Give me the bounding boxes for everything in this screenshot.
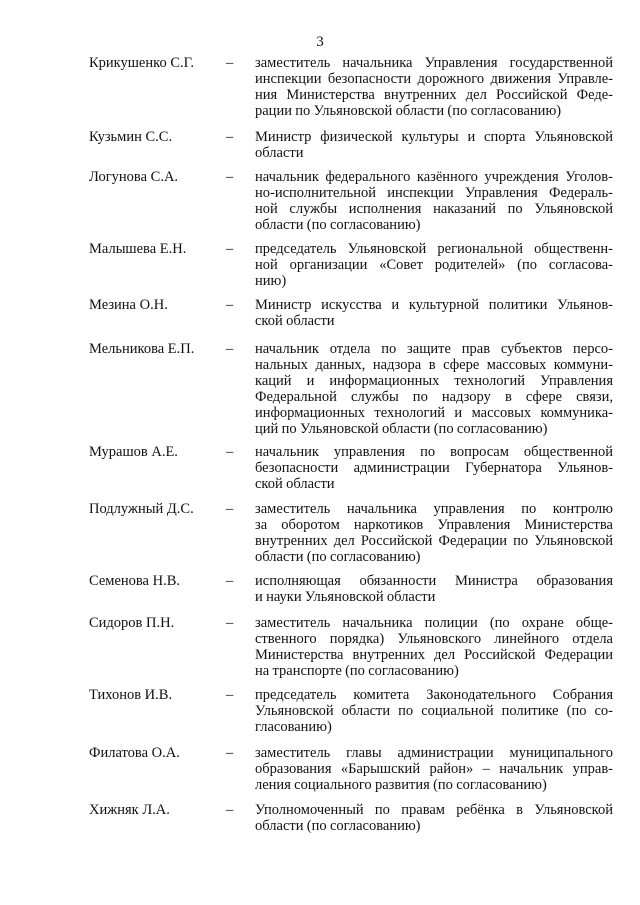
member-name: Мурашов А.Е. — [89, 444, 178, 460]
role-line: инспекции безопасности дорожного движения Управле- — [255, 71, 613, 87]
member-dash: – — [226, 241, 234, 257]
role-line: Министр физической культуры и спорта Ульяновской — [255, 129, 613, 145]
role-line: за оборотом наркотиков Управления Министерства — [255, 517, 613, 533]
member-name: Хижняк Л.А. — [89, 802, 170, 818]
role-line: каций и информационных технологий Управления — [255, 373, 613, 389]
member-role — [255, 341, 613, 437]
role-line: заместитель начальника полиции (по охране обще- — [255, 615, 613, 631]
member-dash: – — [226, 129, 234, 145]
role-line: на транспорте (по согласованию) — [255, 663, 459, 679]
role-line: заместитель начальника Управления государственной — [255, 55, 613, 71]
role-line: безопасности администрации Губернатора Ульянов- — [255, 460, 613, 476]
member-name: Подлужный Д.С. — [89, 501, 194, 517]
role-line: заместитель главы администрации муниципального — [255, 745, 613, 761]
role-line: области (по согласованию) — [255, 818, 421, 834]
role-line: начальник управления по вопросам общественной — [255, 444, 613, 460]
member-name: Филатова О.А. — [89, 745, 180, 761]
member-name: Тихонов И.В. — [89, 687, 173, 703]
role-line: Федеральной службы по надзору в сфере связи, — [255, 389, 613, 405]
member-dash: – — [226, 687, 234, 703]
role-line: исполняющая обязанности Министра образования — [255, 573, 613, 589]
role-line: и науки Ульяновской области — [255, 589, 436, 605]
page-number: 3 — [316, 34, 324, 50]
role-line: образования «Барышский район» – начальник управ- — [255, 761, 613, 777]
member-role — [255, 501, 613, 565]
role-line: ления социального развития (по согласованию) — [255, 777, 547, 793]
role-line: ния Министерства внутренних дел Российской Феде- — [255, 87, 613, 103]
role-line: Министерства внутренних дел Российской Федерации — [255, 647, 613, 663]
role-line: рации по Ульяновской области (по согласованию) — [255, 103, 562, 119]
role-line: Уполномоченный по правам ребёнка в Ульяновской — [255, 802, 613, 818]
member-dash: – — [226, 745, 234, 761]
member-name: Сидоров П.Н. — [89, 615, 175, 631]
member-dash: – — [226, 802, 234, 818]
role-line: ской области — [255, 313, 335, 329]
role-line: ной организации «Совет родителей» (по согласова- — [255, 257, 613, 273]
role-line: области (по согласованию) — [255, 549, 421, 565]
role-line: ственного порядка) Ульяновского линейного отдела — [255, 631, 613, 647]
member-name: Логунова С.А. — [89, 169, 179, 185]
member-name: Крикушенко С.Г. — [89, 55, 194, 71]
member-dash: – — [226, 55, 234, 71]
member-role — [255, 169, 613, 233]
member-name: Кузьмин С.С. — [89, 129, 173, 145]
member-role — [255, 241, 613, 289]
role-line: Министр искусства и культурной политики Ульянов- — [255, 297, 613, 313]
role-line: ской области — [255, 476, 335, 492]
role-line: но-исполнительной инспекции Управления Федераль- — [255, 185, 613, 201]
member-role — [255, 745, 613, 793]
member-role — [255, 802, 613, 834]
member-name: Семенова Н.В. — [89, 573, 181, 589]
role-line: области (по согласованию) — [255, 217, 421, 233]
member-role — [255, 444, 613, 492]
role-line: ций по Ульяновской области (по согласованию) — [255, 421, 548, 437]
member-role — [255, 573, 613, 605]
member-dash: – — [226, 615, 234, 631]
member-dash: – — [226, 573, 234, 589]
member-name: Малышева Е.Н. — [89, 241, 187, 257]
role-line: председатель Ульяновской региональной общественн- — [255, 241, 613, 257]
role-line: начальник федерального казённого учреждения Уголов- — [255, 169, 613, 185]
role-line: начальник отдела по защите прав субъектов персо- — [255, 341, 613, 357]
member-name: Мельникова Е.П. — [89, 341, 195, 357]
role-line: председатель комитета Законодательного Собрания — [255, 687, 613, 703]
member-role — [255, 55, 613, 119]
member-role — [255, 687, 613, 735]
member-dash: – — [226, 501, 234, 517]
role-line: нию) — [255, 273, 287, 289]
member-dash: – — [226, 169, 234, 185]
role-line: заместитель начальника управления по контролю — [255, 501, 613, 517]
member-role — [255, 129, 613, 161]
member-dash: – — [226, 341, 234, 357]
role-line: гласованию) — [255, 719, 332, 735]
role-line: информационных технологий и массовых коммуника- — [255, 405, 613, 421]
member-dash: – — [226, 444, 234, 460]
role-line: ной службы исполнения наказаний по Ульяновской — [255, 201, 613, 217]
role-line: внутренних дел Российской Федерации по Ульяновской — [255, 533, 613, 549]
role-line: Ульяновской области по социальной политике (по со- — [255, 703, 613, 719]
member-name: Мезина О.Н. — [89, 297, 168, 313]
member-role — [255, 297, 613, 329]
member-role — [255, 615, 613, 679]
role-line: нальных данных, надзора в сфере массовых коммуни- — [255, 357, 613, 373]
member-dash: – — [226, 297, 234, 313]
role-line: области — [255, 145, 304, 161]
